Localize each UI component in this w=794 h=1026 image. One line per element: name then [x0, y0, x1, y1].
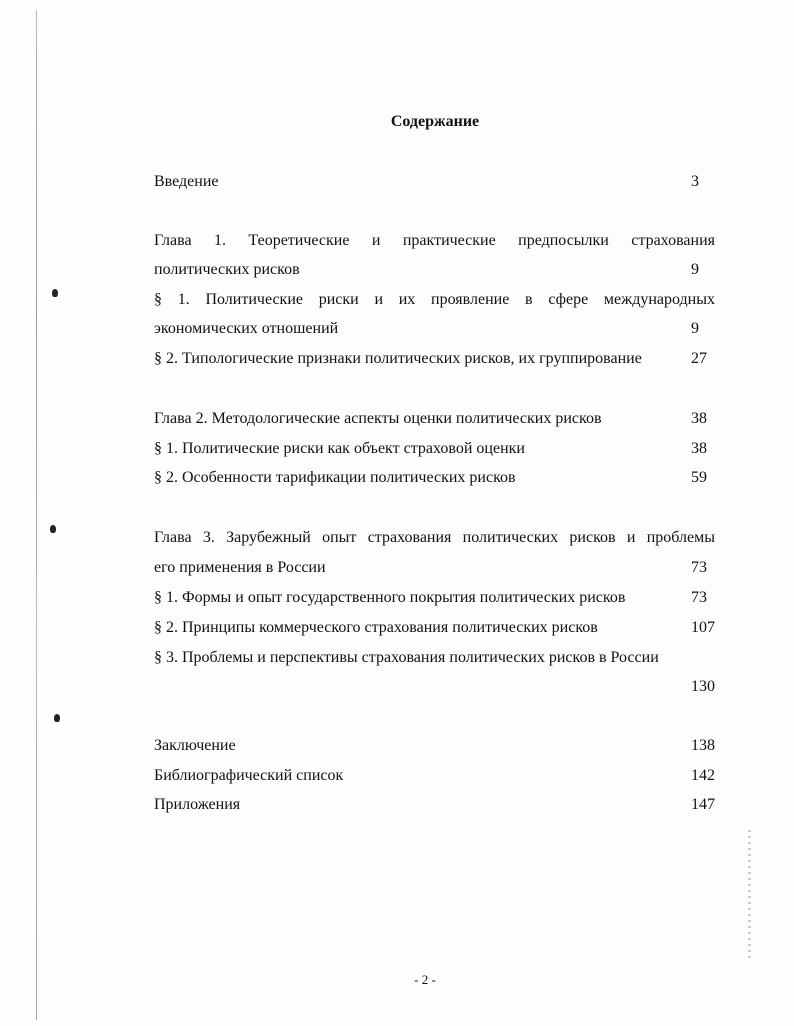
toc-page-number: 27 — [691, 350, 707, 367]
toc-ch1-sec2[interactable] — [154, 349, 715, 369]
toc-ch2-sec1[interactable] — [154, 439, 715, 459]
scan-speck — [54, 714, 60, 722]
toc-entry-label: Библиографический список — [154, 767, 344, 784]
toc-page-number: 59 — [691, 469, 707, 486]
toc-entry-label: его применения в России — [154, 559, 326, 576]
toc-page-number: 138 — [691, 737, 715, 754]
toc-page-number: 107 — [691, 619, 715, 636]
toc-ch1-sec1-line2[interactable] — [154, 319, 715, 339]
toc-ch2-sec2[interactable] — [154, 468, 715, 488]
scan-speck — [50, 525, 56, 533]
toc-entry-label: § 2. Особенности тарификации политических рисков — [154, 469, 516, 486]
toc-entry-label: Заключение — [154, 737, 236, 754]
toc-entry-label: Введение — [154, 173, 219, 190]
toc-entry-label: Приложения — [154, 796, 241, 813]
toc-chapter3-line2[interactable] — [154, 558, 715, 578]
toc-chapter1-line2[interactable] — [154, 260, 715, 280]
toc-ch3-sec1[interactable] — [154, 588, 715, 608]
toc-conclusion[interactable] — [154, 736, 715, 756]
toc-ch1-sec1-line1[interactable]: § 1. Политические риски и их проявление в сфере международных — [154, 291, 715, 308]
footer-page-number: - 2 - — [414, 972, 436, 987]
scan-dots — [748, 830, 751, 960]
toc-page-number: 142 — [691, 767, 715, 784]
toc-chapter1-line1[interactable]: Глава 1. Теоретические и практические предпосылки страхования — [154, 232, 715, 249]
toc-appendices[interactable] — [154, 795, 715, 815]
scan-speck — [52, 289, 58, 297]
toc-ch3-sec3[interactable]: § 3. Проблемы и перспективы страхования политических рисков в России — [154, 649, 659, 666]
toc-ch3-sec2[interactable] — [154, 618, 715, 638]
toc-chapter3-line1[interactable]: Глава 3. Зарубежный опыт страхования политических рисков и проблемы — [154, 529, 715, 546]
toc-entry-label: § 1. Формы и опыт государственного покрытия политических рисков — [154, 589, 626, 606]
toc-page-number: 147 — [691, 796, 715, 813]
toc-page-number: 3 — [691, 173, 699, 190]
toc-chapter2[interactable] — [154, 409, 715, 429]
scan-edge — [36, 10, 37, 1020]
toc-entry-label: § 1. Политические риски как объект страховой оценки — [154, 440, 525, 457]
toc-entry-label: § 2. Принципы коммерческого страхования политических рисков — [154, 619, 598, 636]
toc-entry-label: Глава 2. Методологические аспекты оценки политических рисков — [154, 410, 602, 427]
toc-page-number: 38 — [691, 440, 707, 457]
toc-page-number: 38 — [691, 410, 707, 427]
toc-bibliography[interactable] — [154, 766, 715, 786]
toc-page-number: 73 — [691, 589, 707, 606]
toc-page-number: 73 — [691, 559, 707, 576]
toc-intro[interactable] — [154, 172, 715, 192]
page-title: Содержание — [390, 113, 480, 130]
toc-entry-label: политических рисков — [154, 261, 300, 278]
toc-entry-label: § 2. Типологические признаки политических рисков, их группирование — [154, 350, 642, 367]
toc-page-number: 9 — [691, 320, 699, 337]
toc-entry-label: экономических отношений — [154, 320, 339, 337]
toc-page-number: 9 — [691, 261, 699, 278]
toc-page-number: 130 — [691, 678, 715, 695]
